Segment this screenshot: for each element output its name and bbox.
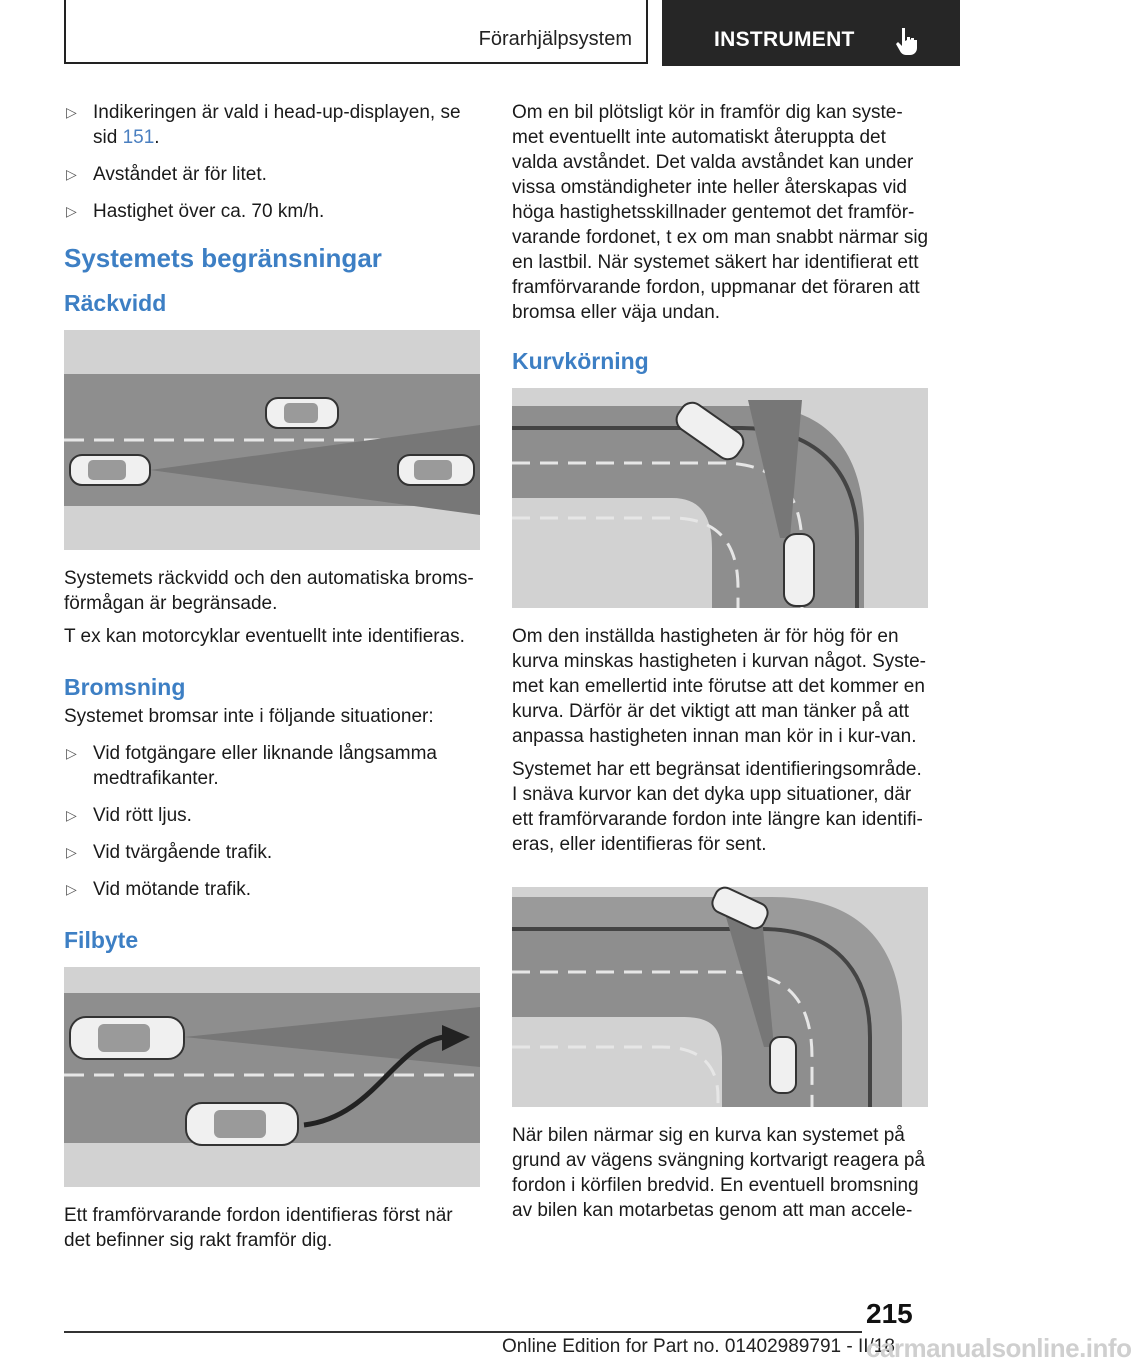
car-own-lane (186, 1103, 298, 1145)
car-front-lane (70, 1017, 184, 1059)
braking-intro: Systemet bromsar inte i följande situationer: (64, 706, 434, 727)
heading-lane-change: Filbyte (64, 927, 139, 953)
triangle-bullet-icon: ▷ (66, 745, 77, 761)
page-link-151[interactable]: 151 (122, 127, 155, 148)
header-chapter-box (662, 0, 960, 66)
triangle-bullet-icon: ▷ (66, 844, 77, 860)
heading-range: Räckvidd (64, 290, 167, 316)
car-own (70, 455, 150, 485)
bullet-distance: ▷ Avståndet är för litet. (66, 164, 267, 185)
bullet-pedestrians: ▷ Vid fotgängare eller liknande långsamma medtrafikanter. (66, 743, 437, 789)
heading-braking: Bromsning (64, 674, 186, 700)
left-column (64, 100, 482, 1261)
header-chapter-title: INSTRUMENT (714, 28, 855, 51)
range-paragraph-1: Systemets räckvidd och den automatiska broms-förmågan är begränsade. (64, 568, 474, 614)
range-paragraph-2: T ex kan motorcyklar eventuellt inte identifieras. (64, 626, 465, 647)
footer-edition: Online Edition for Part no. 01402989791 - II/18 (502, 1336, 895, 1357)
heading-curve: Kurvkörning (512, 348, 649, 374)
car-ahead-right (398, 455, 474, 485)
bullet-red-light: ▷ Vid rött ljus. (66, 805, 192, 826)
hand-pointer-icon (894, 26, 920, 56)
watermark-site: carmanualsonline.info (866, 1333, 1131, 1363)
heading-system-limits: Systemets begränsningar (64, 243, 382, 273)
page-number: 215 (866, 1298, 913, 1329)
curve-paragraph-1: Om den inställda hastigheten är för hög för en kurva minskas hastigheten i kurvan något. Syste-met kan emellertid inte förutse att det kommer en kurva. Därför är det viktigt att man tänker på att anpassa hastigheten innan man kör in i kur-van. (512, 626, 926, 747)
curve-illustration (512, 388, 928, 608)
bullet-speed: ▷ Hastighet över ca. 70 km/h. (66, 201, 325, 222)
bullet-cross-traffic: ▷ Vid tvärgående trafik. (66, 842, 273, 863)
curve-adjacent-lane-illustration (512, 887, 928, 1107)
lane-change-paragraph: Ett framförvarande fordon identifieras först när det befinner sig rakt framför dig. (64, 1205, 453, 1251)
car-ahead-top (266, 398, 338, 428)
footer-divider (64, 1331, 862, 1333)
triangle-bullet-icon: ▷ (66, 166, 77, 182)
triangle-bullet-icon: ▷ (66, 203, 77, 219)
triangle-bullet-icon: ▷ (66, 104, 77, 120)
header-section-box (64, 0, 648, 64)
bullet-hud: ▷ Indikeringen är vald i head-up-displayen, se sid 151. (66, 102, 461, 148)
cut-in-paragraph: Om en bil plötsligt kör in framför dig kan syste-met eventuellt inte automatiskt återuppta det valda avståndet. Det valda avståndet kan under vissa omständigheter inte heller återskapas vid höga hastighetsskillnader gentemot det framför-varande fordonet, t ex om man snabbt närmar sig en lastbil. När systemet säkert har identifierat ett framförvarande fordon, uppmanar det föraren att bromsa eller väja undan. (512, 102, 929, 323)
car-own-curve (770, 1037, 796, 1093)
lane-change-illustration (64, 967, 480, 1187)
curve-paragraph-3: När bilen närmar sig en kurva kan systemet på grund av vägens svängning kortvarigt reagera på fordon i körfilen bredvid. En eventuell bromsning av bilen kan motarbetas genom att man accele- (512, 1125, 925, 1221)
triangle-bullet-icon: ▷ (66, 881, 77, 897)
range-illustration (64, 330, 480, 550)
car-curve-own (784, 534, 814, 606)
right-column (512, 100, 930, 1231)
curve-paragraph-2: Systemet har ett begränsat identifieringsområde. I snäva kurvor kan det dyka upp situationer, där ett framförvarande fordon inte längre kan identifi-eras, eller identifieras för sent. (512, 759, 923, 855)
bullet-oncoming: ▷ Vid mötande trafik. (66, 879, 252, 900)
header-section-title: Förarhjälpsystem (478, 28, 632, 50)
triangle-bullet-icon: ▷ (66, 807, 77, 823)
